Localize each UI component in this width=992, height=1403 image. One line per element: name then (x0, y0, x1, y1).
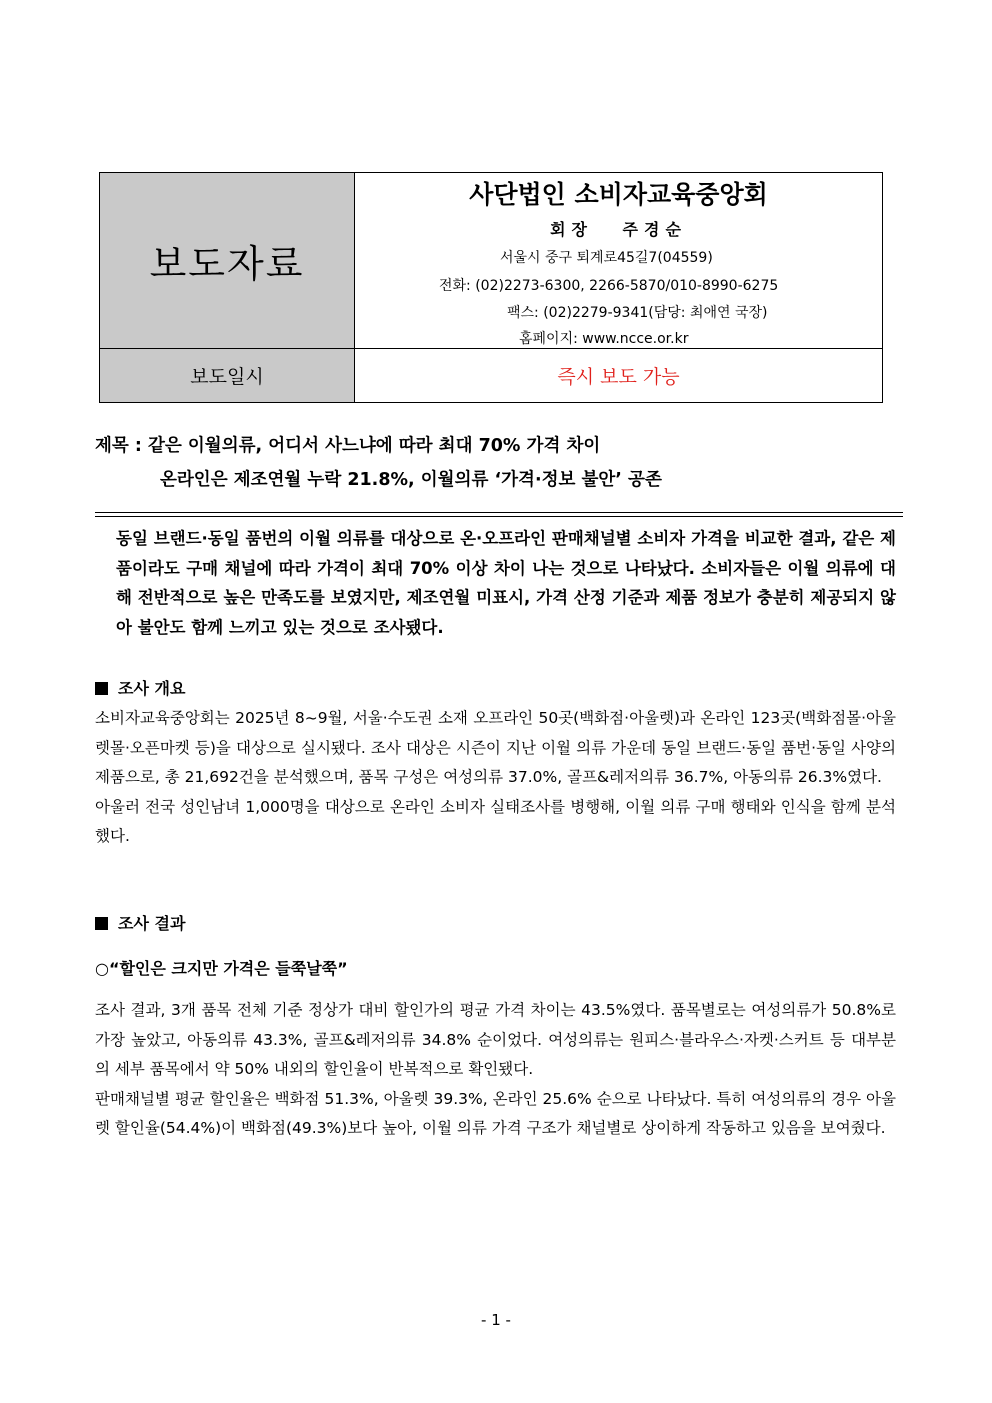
results-body (95, 996, 896, 1144)
doc-type-label: 보도자료 (149, 242, 305, 286)
square-bullet-icon (95, 917, 108, 930)
results-heading (95, 911, 185, 934)
release-date-value-cell (355, 349, 882, 402)
address-line: 서울시 중구 퇴계로45길7(04559) (500, 250, 713, 266)
phone-line: 전화: (02)2273-6300, 2266-5870/010-8990-6275 (439, 278, 779, 294)
double-rule-top (95, 512, 903, 513)
overview-paragraph: 아울러 전국 성인남녀 1,000명을 대상으로 온라인 소비자 실태조사를 병행해, 이월 의류 구매 행태와 인식을 함께 분석했다. (95, 797, 896, 845)
press-release-header-table (99, 172, 883, 403)
overview-paragraph: 소비자교육중앙회는 2025년 8~9월, 서울·수도권 소재 오프라인 50곳(백화점·아울렛)과 온라인 123곳(백화점몰·아울렛몰·오픈마켓 등)을 대상으로 실시됐다. 조사 대상은 시즌이 지난 이월 의류 가운데 동일 브랜드·동일 품번·동일 사양의 제품으로, 총 21,692건을 분석했으며, 품목 구성은 여성의류 37.0%, 골프&레저의류 36.7%, 아동의류 26.3%였다. (95, 709, 896, 786)
square-bullet-icon (95, 682, 108, 695)
release-date-label: 보도일시 (190, 366, 264, 388)
doc-type-cell (100, 173, 355, 349)
overview-heading-text: 조사 개요 (118, 679, 186, 698)
fax-line: 팩스: (02)2279-9341(담당: 최애연 국장) (507, 305, 768, 321)
headline-line-2: 온라인은 제조연월 누락 21.8%, 이월의류 ‘가격·정보 불안’ 공존 (160, 470, 662, 490)
lead-summary: 동일 브랜드·동일 품번의 이월 의류를 대상으로 온·오프라인 판매채널별 소비자 가격을 비교한 결과, 같은 제품이라도 구매 채널에 따라 가격이 최대 70% 이상 차이 나는 것으로 나타났다. 소비자들은 이월 의류에 대해 전반적으로 높은 만족도를 보였지만, 제조연월 미표시, 가격 산정 기준과 제품 정보가 충분히 제공되지 않아 불안도 함께 느끼고 있는 것으로 조사됐다. (116, 529, 896, 637)
release-date-label-cell (100, 349, 355, 402)
page-number: - 1 - (481, 1311, 511, 1329)
organization-name: 사단법인 소비자교육중앙회 (469, 180, 768, 209)
overview-body (95, 704, 896, 852)
headline-line-1: 제목 : 같은 이월의류, 어디서 사느냐에 따라 최대 70% 가격 차이 (95, 436, 601, 456)
release-date-value: 즉시 보도 가능 (557, 366, 680, 388)
results-paragraph: 조사 결과, 3개 품목 전체 기준 정상가 대비 할인가의 평균 가격 차이는 43.5%였다. 품목별로는 여성의류가 50.8%로 가장 높았고, 아동의류 43.3%, 골프&레저의류 34.8% 순이었다. 여성의류는 원피스·블라우스·자켓·스커트 등 대부분의 세부 품목에서 약 50% 내외의 할인율이 반복적으로 확인됐다. (95, 1001, 896, 1078)
double-rule-bottom (95, 516, 903, 517)
results-heading-text: 조사 결과 (118, 914, 186, 933)
organization-info-cell (355, 173, 882, 349)
results-paragraph: 판매채널별 평균 할인율은 백화점 51.3%, 아울렛 39.3%, 온라인 25.6% 순으로 나타났다. 특히 여성의류의 경우 아울렛 할인율(54.4%)이 백화점(49.3%)보다 높아, 이월 의류 가격 구조가 채널별로 상이하게 작동하고 있음을 보여줬다. (95, 1089, 896, 1137)
overview-heading (95, 676, 185, 699)
homepage-line: 홈페이지: www.ncce.or.kr (519, 331, 689, 347)
results-subheading: ○“할인은 크지만 가격은 들쭉날쭉” (95, 959, 348, 978)
chair-name: 회장 주경순 (550, 220, 687, 239)
